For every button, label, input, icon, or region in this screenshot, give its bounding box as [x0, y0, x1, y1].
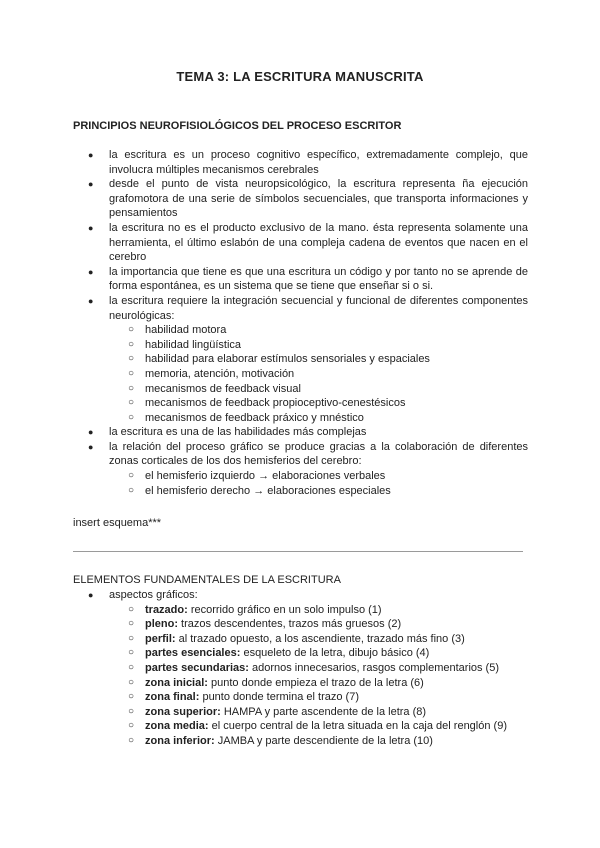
hollow-bullet-icon: ○ [128, 382, 135, 394]
list-item: ● desde el punto de vista neuropsicológico, la escritura representa ña ejecución grafomotora de una serie de símbolos secuenciales, que transporta informaciones y pensamientos [88, 178, 528, 220]
bullet-icon: ● [88, 222, 94, 233]
bullet-icon: ● [88, 590, 94, 600]
sublist-item: ○ mecanismos de feedback práxico y mnéstico [128, 411, 364, 424]
sublist-item: ○ zona inicial: punto donde empieza el trazo de la letra (6) [128, 676, 424, 689]
list-item: ● la importancia que tiene es que una escritura un código y por tanto no se aprende de forma espontánea, es un sistema que se tiene que enseñar si o si. [88, 265, 528, 293]
sublist-item: ○ partes secundarias: adornos innecesarios, rasgos complementarios (5) [128, 661, 499, 674]
bullet-icon: ● [88, 266, 94, 277]
elements-list-block [73, 588, 528, 749]
list-item: ● la relación del proceso gráfico se produce gracias a la colaboración de diferentes zonas corticales de los dos hemisferios del cerebro: ○ el hemisferio izquierdo → elaboraciones verbales ○ el hemisferio derecho → elaboraciones especiales [88, 440, 528, 497]
elements-list [73, 588, 528, 749]
page-title: TEMA 3: LA ESCRITURA MANUSCRITA [176, 69, 424, 84]
sublist-item: ○ habilidad lingüística [128, 338, 242, 351]
horizontal-divider [73, 551, 523, 552]
sublist-item: ○ zona media: el cuerpo central de la letra situada en la caja del renglón (9) [128, 720, 507, 733]
list-item: ● aspectos gráficos: ○ trazado: recorrido gráfico en un solo impulso (1) ○ pleno: trazos descendentes, trazos más gruesos (2) ○ perfil: al trazado opuesto, a los ascendiente, trazado más fino (3) ○ partes esenciales: esqueleto de la letra, dibujo básico (4) ○ partes secundarias: adornos innecesarios, rasgos complementarios (5) ○ zona inicial: punto donde empieza el trazo de la letra (6) ○ zona final: punto donde termina el trazo (7) ○ zona superior: HAMPA y parte ascendente de la letra (8) ○ zona media: el cuerpo central de la letra situada en la caja del renglón (9) ○ zona inferior: JAMBA y parte descendiente de la letra (10) [73, 588, 528, 749]
sublist-item: ○ trazado: recorrido gráfico en un solo impulso (1) [128, 603, 382, 616]
sublist-item: ○ perfil: al trazado opuesto, a los ascendiente, trazado más fino (3) [128, 632, 465, 645]
sublist-item: ○ mecanismos de feedback propioceptivo-cenestésicos [128, 397, 406, 410]
sublist-item: ○ mecanismos de feedback visual [128, 382, 301, 395]
hollow-bullet-icon: ○ [128, 734, 135, 746]
section-heading-elementos: ELEMENTOS FUNDAMENTALES DE LA ESCRITURA [73, 574, 341, 586]
section-heading-principios: PRINCIPIOS NEUROFISIOLÓGICOS DEL PROCESO ESCRITOR [73, 120, 402, 132]
hollow-bullet-icon: ○ [128, 484, 135, 496]
hollow-bullet-icon: ○ [128, 338, 135, 350]
hollow-bullet-icon: ○ [128, 397, 135, 409]
sublist-item: ○ zona superior: HAMPA y parte ascendente de la letra (8) [128, 705, 427, 718]
sublist-item: ○ memoria, atención, motivación [128, 367, 295, 380]
sublist-item: ○ habilidad para elaborar estímulos sensoriales y espaciales [128, 353, 430, 366]
hollow-bullet-icon: ○ [128, 618, 135, 630]
sublist-item: ○ zona inferior: JAMBA y parte descendiente de la letra (10) [128, 734, 433, 747]
graphic-aspects-sublist [109, 603, 528, 749]
hollow-bullet-icon: ○ [128, 470, 135, 482]
hollow-bullet-icon: ○ [128, 647, 135, 659]
list-item: ● la escritura no es el producto exclusivo de la mano. ésta representa solamente una herramienta, el último eslabón de una compleja cadena de eventos que nacen en el cerebro [88, 221, 528, 264]
bullet-icon: ● [88, 427, 94, 438]
bullet-icon: ● [88, 179, 94, 190]
hollow-bullet-icon: ○ [128, 411, 135, 423]
hemispheres-sublist [109, 469, 528, 498]
hollow-bullet-icon: ○ [128, 632, 135, 644]
bullet-icon: ● [88, 150, 94, 160]
hollow-bullet-icon: ○ [128, 353, 135, 365]
sublist-item: ○ partes esenciales: esqueleto de la letra, dibujo básico (4) [128, 647, 430, 660]
hollow-bullet-icon: ○ [128, 676, 135, 688]
sublist-item: ○ el hemisferio izquierdo → elaboraciones verbales [128, 470, 386, 483]
sublist-item: ○ el hemisferio derecho → elaboraciones especiales [128, 484, 391, 497]
principles-list [73, 148, 528, 498]
components-sublist [109, 323, 528, 425]
hollow-bullet-icon: ○ [128, 705, 135, 717]
hollow-bullet-icon: ○ [128, 661, 135, 673]
hollow-bullet-icon: ○ [128, 367, 135, 379]
insert-esquema-note: insert esquema*** [73, 517, 162, 529]
hollow-bullet-icon: ○ [128, 691, 135, 703]
sublist-item: ○ zona final: punto donde termina el trazo (7) [128, 691, 359, 704]
sublist-item: ○ habilidad motora [128, 324, 227, 337]
hollow-bullet-icon: ○ [128, 324, 135, 336]
list-item: ● la escritura requiere la integración secuencial y funcional de diferentes componentes neurológicas: ○ habilidad motora ○ habilidad lingüística ○ habilidad para elaborar estímulos sensoriales y espaciales ○ memoria, atención, motivación ○ mecanismos de feedback visual ○ mecanismos de feedback propioceptivo-cenestésicos ○ mecanismos de feedback práxico y mnéstico [88, 294, 528, 424]
principles-list-block [73, 148, 528, 498]
list-item: ● la escritura es un proceso cognitivo específico, extremadamente complejo, que involucra múltiples mecanismos cerebrales [88, 149, 528, 176]
sublist-item: ○ pleno: trazos descendentes, trazos más gruesos (2) [128, 618, 402, 631]
bullet-icon: ● [88, 295, 94, 306]
list-item: ● la escritura es una de las habilidades más complejas [88, 426, 367, 439]
hollow-bullet-icon: ○ [128, 603, 135, 615]
bullet-icon: ● [88, 441, 94, 452]
hollow-bullet-icon: ○ [128, 720, 135, 732]
